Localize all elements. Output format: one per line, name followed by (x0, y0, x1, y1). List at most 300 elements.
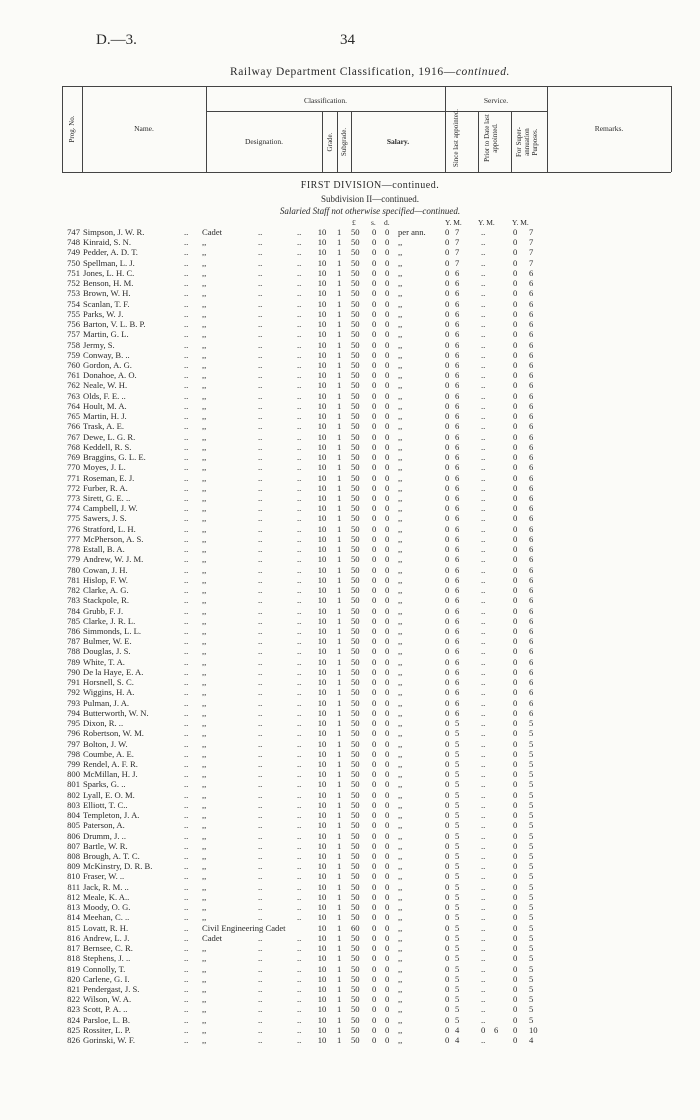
table-row (0, 646, 700, 656)
cell-no: 795 (67, 718, 80, 729)
cell-fm: 6 (529, 544, 534, 555)
cell-d: 0 (385, 544, 390, 555)
cell-d3: .. (297, 492, 302, 503)
table-row (0, 247, 700, 257)
cell-name: Gordon, A. G. (83, 359, 132, 370)
table-row (0, 391, 700, 401)
cell-d: 0 (385, 871, 390, 882)
cell-s: 0 (372, 922, 377, 933)
cell-pd: 50 (351, 851, 360, 862)
cell-sm: 6 (455, 278, 460, 289)
cell-d1: .. (184, 789, 189, 800)
cell-per: ,, (398, 411, 403, 422)
cell-pd: 50 (351, 1035, 360, 1046)
cell-fm: 6 (529, 666, 534, 677)
cell-d1: .. (184, 267, 189, 278)
cell-gr: 10 (317, 943, 327, 954)
cell-gr: 10 (317, 707, 327, 718)
cell-no: 788 (67, 646, 80, 657)
col-since-last: Since last appointed. (452, 108, 460, 168)
cell-d2: .. (258, 953, 263, 964)
table-row (0, 493, 700, 503)
cell-fm: 5 (529, 779, 534, 790)
cell-gr: 10 (317, 554, 327, 565)
cell-s: 0 (372, 288, 377, 299)
cell-py: .. (481, 472, 486, 483)
cell-d3: .. (297, 605, 302, 616)
cell-sg: 1 (337, 533, 342, 544)
cell-fy: 0 (513, 984, 518, 995)
cell-fy: 0 (513, 533, 518, 544)
cell-py: .. (481, 707, 486, 718)
cell-sy: 0 (445, 902, 450, 913)
table-row (0, 534, 700, 544)
cell-sm: 6 (455, 533, 460, 544)
cell-s: 0 (372, 441, 377, 452)
cell-gr: 10 (317, 329, 327, 340)
cell-per: ,, (398, 707, 403, 718)
cell-d: 0 (385, 308, 390, 319)
cell-des: ,, (202, 748, 207, 759)
cell-des: ,, (202, 359, 207, 370)
cell-d3: .. (297, 462, 302, 473)
cell-d3: .. (297, 932, 302, 943)
cell-no: 754 (67, 298, 80, 309)
cell-name: Parks, W. J. (83, 308, 124, 319)
cell-sg: 1 (337, 400, 342, 411)
cell-gr: 10 (317, 994, 327, 1005)
cell-py: .. (481, 718, 486, 729)
cell-des: ,, (202, 881, 207, 892)
cell-fy: 0 (513, 523, 518, 534)
cell-no: 801 (67, 779, 80, 790)
cell-d2: .. (258, 943, 263, 954)
cell-py: .. (481, 533, 486, 544)
cell-sm: 5 (455, 922, 460, 933)
table-row (0, 892, 700, 902)
cell-per: ,, (398, 462, 403, 473)
cell-fy: 0 (513, 278, 518, 289)
cell-sg: 1 (337, 503, 342, 514)
table-row (0, 1015, 700, 1025)
cell-gr: 10 (317, 666, 327, 677)
cell-no: 812 (67, 891, 80, 902)
cell-d2: .. (258, 994, 263, 1005)
table-row (0, 882, 700, 892)
cell-per: ,, (398, 431, 403, 442)
cell-gr: 10 (317, 380, 327, 391)
cell-s: 0 (372, 810, 377, 821)
cell-des: ,, (202, 646, 207, 657)
cell-name: Bolton, J. W. (83, 738, 128, 749)
table-row (0, 309, 700, 319)
cell-d3: .. (297, 554, 302, 565)
table-row (0, 268, 700, 278)
cell-fy: 0 (513, 411, 518, 422)
cell-d3: .. (297, 247, 302, 258)
table-row (0, 483, 700, 493)
cell-sm: 6 (455, 431, 460, 442)
cell-name: Dewe, L. G. R. (83, 431, 136, 442)
cell-name: Wilson, W. A. (83, 994, 132, 1005)
cell-sm: 5 (455, 973, 460, 984)
table-row (0, 473, 700, 483)
cell-pd: 50 (351, 411, 360, 422)
cell-d: 0 (385, 288, 390, 299)
cell-per: ,, (398, 748, 403, 759)
cell-pd: 50 (351, 707, 360, 718)
cell-gr: 10 (317, 349, 327, 360)
cell-sy: 0 (445, 319, 450, 330)
cell-pd: 50 (351, 636, 360, 647)
cell-sm: 6 (455, 574, 460, 585)
cell-fy: 0 (513, 656, 518, 667)
table-row (0, 237, 700, 247)
cell-fm: 6 (529, 329, 534, 340)
cell-gr: 10 (317, 247, 327, 258)
cell-fy: 0 (513, 666, 518, 677)
cell-no: 787 (67, 636, 80, 647)
cell-gr: 10 (317, 677, 327, 688)
cell-gr: 10 (317, 1035, 327, 1046)
cell-des: ,, (202, 595, 207, 606)
cell-sm: 6 (455, 492, 460, 503)
cell-no: 771 (67, 472, 80, 483)
cell-sy: 0 (445, 994, 450, 1005)
cell-no: 748 (67, 237, 80, 248)
cell-sg: 1 (337, 492, 342, 503)
cell-per: ,, (398, 400, 403, 411)
cell-per: ,, (398, 564, 403, 575)
cell-d: 0 (385, 799, 390, 810)
cell-no: 824 (67, 1014, 80, 1025)
cell-sy: 0 (445, 810, 450, 821)
cell-des: ,, (202, 820, 207, 831)
cell-s: 0 (372, 472, 377, 483)
cell-py: .. (481, 227, 486, 237)
cell-fy: 0 (513, 492, 518, 503)
table-row (0, 288, 700, 298)
cell-des: ,, (202, 912, 207, 923)
cell-sy: 0 (445, 1035, 450, 1046)
cell-per: ,, (398, 308, 403, 319)
cell-sg: 1 (337, 615, 342, 626)
cell-des: ,, (202, 308, 207, 319)
cell-sm: 6 (455, 585, 460, 596)
cell-no: 779 (67, 554, 80, 565)
cell-no: 766 (67, 421, 80, 432)
cell-d3: .. (297, 421, 302, 432)
cell-d2: .. (258, 482, 263, 493)
cell-sg: 1 (337, 666, 342, 677)
cell-d: 0 (385, 564, 390, 575)
table-row (0, 933, 700, 943)
cell-py: .. (481, 349, 486, 360)
cell-s: 0 (372, 984, 377, 995)
cell-d3: .. (297, 329, 302, 340)
cell-d1: .. (184, 523, 189, 534)
cell-gr: 10 (317, 687, 327, 698)
cell-sm: 6 (455, 400, 460, 411)
cell-fy: 0 (513, 370, 518, 381)
cell-sy: 0 (445, 748, 450, 759)
cell-fm: 6 (529, 564, 534, 575)
cell-per: ,, (398, 697, 403, 708)
cell-d2: .. (258, 370, 263, 381)
cell-des: ,, (202, 288, 207, 299)
cell-des: ,, (202, 503, 207, 514)
cell-fm: 6 (529, 687, 534, 698)
cell-sy: 0 (445, 431, 450, 442)
cell-d2: .. (258, 257, 263, 268)
cell-py: .. (481, 1035, 486, 1046)
cell-no: 761 (67, 370, 80, 381)
cell-pd: 50 (351, 370, 360, 381)
cell-name: Campbell, J. W. (83, 503, 138, 514)
cell-sy: 0 (445, 247, 450, 258)
cell-des: ,, (202, 380, 207, 391)
cell-name: Martin, H. J. (83, 411, 127, 422)
cell-pd: 50 (351, 646, 360, 657)
cell-d: 0 (385, 298, 390, 309)
table-row (0, 299, 700, 309)
cell-d: 0 (385, 554, 390, 565)
cell-sg: 1 (337, 595, 342, 606)
cell-des: ,, (202, 1004, 207, 1015)
cell-gr: 10 (317, 227, 327, 237)
cell-d: 0 (385, 370, 390, 381)
page-number: 34 (340, 32, 355, 48)
cell-s: 0 (372, 851, 377, 862)
col-service: Service. (483, 96, 509, 105)
cell-fm: 5 (529, 861, 534, 872)
cell-no: 747 (67, 227, 80, 237)
cell-d1: .. (184, 748, 189, 759)
cell-name: Cowan, J. H. (83, 564, 128, 575)
cell-name: Grubb, F. J. (83, 605, 124, 616)
cell-des: ,, (202, 605, 207, 616)
cell-s: 0 (372, 359, 377, 370)
cell-fm: 5 (529, 758, 534, 769)
cell-no: 805 (67, 820, 80, 831)
cell-gr: 10 (317, 738, 327, 749)
cell-sg: 1 (337, 564, 342, 575)
cell-fm: 5 (529, 994, 534, 1005)
table-row (0, 227, 700, 237)
cell-sm: 6 (455, 615, 460, 626)
cell-d1: .. (184, 278, 189, 289)
cell-sg: 1 (337, 769, 342, 780)
cell-sm: 5 (455, 718, 460, 729)
cell-d1: .. (184, 349, 189, 360)
cell-name: Kinraid, S. N. (83, 237, 131, 248)
cell-sy: 0 (445, 687, 450, 698)
cell-d2: .. (258, 1024, 263, 1035)
cell-s: 0 (372, 564, 377, 575)
cell-sg: 1 (337, 625, 342, 636)
cell-d1: .. (184, 687, 189, 698)
cell-d1: .. (184, 830, 189, 841)
cell-d3: .. (297, 400, 302, 411)
cell-sm: 6 (455, 288, 460, 299)
cell-d1: .. (184, 390, 189, 401)
cell-d3: .. (297, 748, 302, 759)
cell-s: 0 (372, 237, 377, 248)
cell-sg: 1 (337, 943, 342, 954)
table-row (0, 370, 700, 380)
cell-d2: .. (258, 646, 263, 657)
cell-no: 758 (67, 339, 80, 350)
cell-d1: .. (184, 472, 189, 483)
cell-no: 822 (67, 994, 80, 1005)
cell-gr: 10 (317, 799, 327, 810)
cell-des: ,, (202, 339, 207, 350)
cell-d3: .. (297, 820, 302, 831)
cell-d2: .. (258, 697, 263, 708)
cell-per: ,, (398, 636, 403, 647)
cell-d1: .. (184, 615, 189, 626)
cell-s: 0 (372, 1024, 377, 1035)
cell-fy: 0 (513, 677, 518, 688)
cell-des: ,, (202, 533, 207, 544)
cell-d1: .. (184, 411, 189, 422)
cell-no: 811 (67, 881, 80, 892)
cell-fm: 6 (529, 503, 534, 514)
cell-d1: .. (184, 257, 189, 268)
cell-d: 0 (385, 769, 390, 780)
cell-sy: 0 (445, 615, 450, 626)
cell-d2: .. (258, 503, 263, 514)
cell-s: 0 (372, 298, 377, 309)
cell-d2: .. (258, 452, 263, 463)
cell-des: ,, (202, 984, 207, 995)
cell-name: Gorinski, W. F. (83, 1035, 136, 1046)
cell-per: ,, (398, 421, 403, 432)
cell-fy: 0 (513, 871, 518, 882)
cell-des: ,, (202, 810, 207, 821)
cell-name: Barton, V. L. B. P. (83, 319, 146, 330)
cell-d: 0 (385, 349, 390, 360)
cell-sy: 0 (445, 462, 450, 473)
cell-d1: .. (184, 984, 189, 995)
cell-sy: 0 (445, 820, 450, 831)
cell-fy: 0 (513, 820, 518, 831)
cell-no: 786 (67, 625, 80, 636)
cell-s: 0 (372, 308, 377, 319)
cell-d2: .. (258, 492, 263, 503)
cell-per: ,, (398, 257, 403, 268)
cell-d1: .. (184, 492, 189, 503)
table-row (0, 698, 700, 708)
cell-d: 0 (385, 932, 390, 943)
cell-d3: .. (297, 1035, 302, 1046)
cell-no: 803 (67, 799, 80, 810)
cell-d: 0 (385, 615, 390, 626)
cell-per: ,, (398, 840, 403, 851)
cell-py: .. (481, 400, 486, 411)
cell-pd: 50 (351, 625, 360, 636)
cell-name: Bartle, W. R. (83, 840, 128, 851)
cell-d: 0 (385, 963, 390, 974)
cell-py: .. (481, 257, 486, 268)
cell-s: 0 (372, 431, 377, 442)
cell-gr: 10 (317, 984, 327, 995)
cell-des: ,, (202, 625, 207, 636)
table-row (0, 779, 700, 789)
cell-no: 753 (67, 288, 80, 299)
cell-d1: .. (184, 533, 189, 544)
cell-sy: 0 (445, 482, 450, 493)
cell-py: .. (481, 666, 486, 677)
cell-d2: .. (258, 472, 263, 483)
cell-gr: 10 (317, 718, 327, 729)
cell-fy: 0 (513, 595, 518, 606)
cell-name: Scott, P. A. .. (83, 1004, 128, 1015)
cell-sy: 0 (445, 943, 450, 954)
title-continued: continued. (455, 66, 511, 78)
cell-d2: .. (258, 533, 263, 544)
cell-sg: 1 (337, 288, 342, 299)
cell-fm: 6 (529, 390, 534, 401)
cell-d1: .. (184, 359, 189, 370)
table-row (0, 585, 700, 595)
cell-pd: 50 (351, 267, 360, 278)
cell-no: 797 (67, 738, 80, 749)
cell-sg: 1 (337, 227, 342, 237)
cell-py: .. (481, 421, 486, 432)
cell-sg: 1 (337, 298, 342, 309)
cell-fy: 0 (513, 799, 518, 810)
cell-s: 0 (372, 789, 377, 800)
cell-d: 0 (385, 605, 390, 616)
cell-per: ,, (398, 595, 403, 606)
cell-name: Sparks, G. .. (83, 779, 126, 790)
cell-gr: 10 (317, 411, 327, 422)
cell-d2: .. (258, 687, 263, 698)
cell-no: 802 (67, 789, 80, 800)
cell-fm: 5 (529, 1004, 534, 1015)
cell-sg: 1 (337, 646, 342, 657)
cell-d1: .. (184, 1014, 189, 1025)
cell-fm: 7 (529, 257, 534, 268)
cell-fy: 0 (513, 718, 518, 729)
cell-py: .. (481, 298, 486, 309)
cell-d2: .. (258, 421, 263, 432)
cell-py: .. (481, 574, 486, 585)
cell-name: Scanlan, T. F. (83, 298, 130, 309)
cell-py: .. (481, 288, 486, 299)
cell-s: 0 (372, 902, 377, 913)
cell-sy: 0 (445, 1014, 450, 1025)
cell-no: 791 (67, 677, 80, 688)
cell-des: ,, (202, 482, 207, 493)
cell-gr: 10 (317, 278, 327, 289)
cell-pd: 50 (351, 1024, 360, 1035)
cell-sg: 1 (337, 421, 342, 432)
cell-per: ,, (398, 728, 403, 739)
cell-name: Carlene, G. I. (83, 973, 130, 984)
cell-sg: 1 (337, 636, 342, 647)
cell-per: ,, (398, 370, 403, 381)
cell-fm: 6 (529, 513, 534, 524)
cell-sg: 1 (337, 523, 342, 534)
cell-d3: .. (297, 267, 302, 278)
cell-pd: 50 (351, 237, 360, 248)
cell-d1: .. (184, 380, 189, 391)
cell-d2: .. (258, 349, 263, 360)
cell-gr: 10 (317, 564, 327, 575)
cell-fy: 0 (513, 227, 518, 237)
